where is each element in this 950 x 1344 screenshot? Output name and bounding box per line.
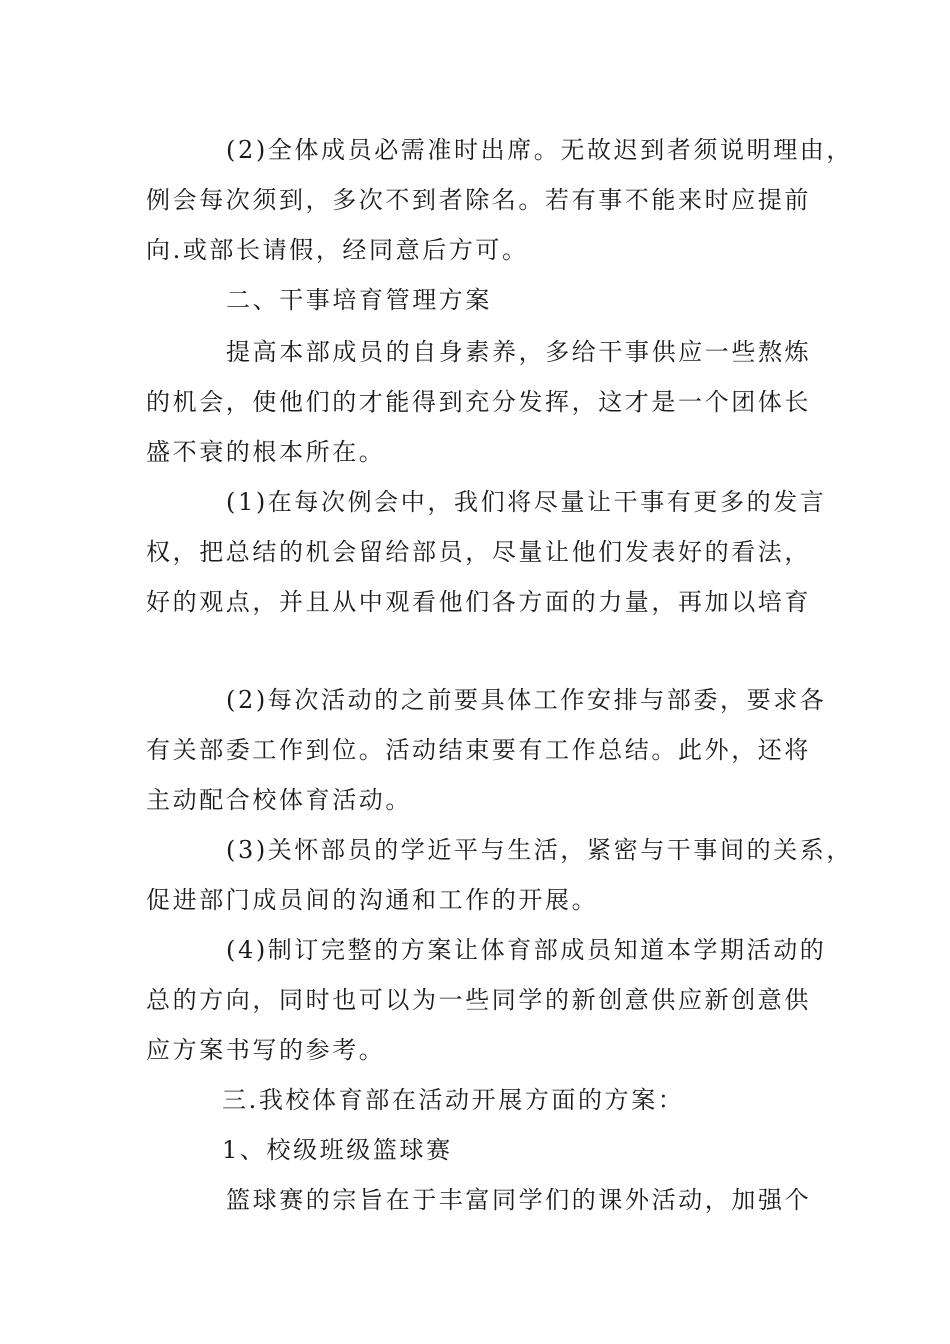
text-line: 的机会，使他们的才能得到充分发挥，这才是一个团体长 — [146, 388, 811, 416]
text-line: (2)全体成员必需准时出席。无故迟到者须说明理由， — [226, 136, 853, 164]
paragraph-basketball — [146, 1175, 826, 1225]
text-line: (2)每次活动的之前要具体工作安排与部委，要求各 — [226, 686, 827, 714]
text-line: 主动配合校体育活动。 — [146, 786, 412, 814]
text-line: (3)关怀部员的学近平与生活，紧密与干事间的关系， — [226, 836, 853, 864]
text-line: 二、干事培育管理方案 — [226, 286, 492, 314]
text-line: 篮球赛的宗旨在于丰富同学们的课外活动，加强个 — [226, 1186, 812, 1214]
paragraph-intro — [146, 327, 826, 477]
text-line: 好的观点，并且从中观看他们各方面的力量，再加以培育 — [146, 588, 811, 616]
text-line: (1)在每次例会中，我们将尽量让干事有更多的发言 — [226, 488, 827, 516]
section-heading-3 — [146, 1075, 826, 1125]
text-line: 应方案书写的参考。 — [146, 1036, 386, 1064]
paragraph-item-4 — [146, 925, 826, 1075]
subsection-heading-basketball — [146, 1125, 826, 1175]
text-line: 权，把总结的机会留给部员，尽量让他们发表好的看法， — [146, 538, 811, 566]
text-line: (4)制订完整的方案让体育部成员知道本学期活动的 — [226, 936, 827, 964]
text-line: 促进部门成员间的沟通和工作的开展。 — [146, 886, 599, 914]
paragraph-attendance-rule — [146, 125, 853, 275]
text-line: 1、校级班级篮球赛 — [222, 1136, 453, 1164]
text-line: 提高本部成员的自身素养，多给干事供应一些熬炼 — [226, 338, 812, 366]
paragraph-item-3 — [146, 825, 853, 925]
text-line: 三.我校体育部在活动开展方面的方案： — [222, 1086, 685, 1114]
text-line: 总的方向，同时也可以为一些同学的新创意供应新创意供 — [146, 986, 811, 1014]
paragraph-item-2 — [146, 675, 826, 825]
text-line: 向.或部长请假，经同意后方可。 — [146, 236, 529, 264]
text-line: 有关部委工作到位。活动结束要有工作总结。此外，还将 — [146, 736, 811, 764]
section-heading-2 — [146, 275, 826, 325]
text-line: 盛不衰的根本所在。 — [146, 438, 386, 466]
paragraph-item-1 — [146, 477, 826, 627]
text-line: 例会每次须到，多次不到者除名。若有事不能来时应提前 — [146, 186, 811, 214]
